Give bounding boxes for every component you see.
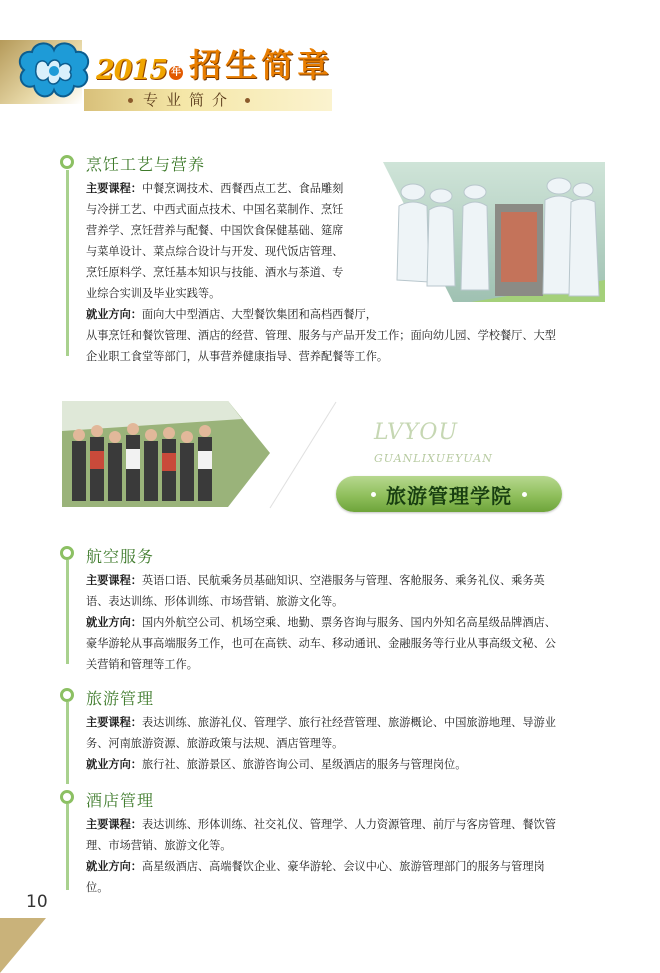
text-line: 高星级酒店、高端餐饮企业、豪华游轮、会议中心、旅游管理部门的服务与管理岗 [141, 860, 545, 873]
section-career-text [86, 304, 626, 367]
course-label: 主要课程： [86, 182, 142, 195]
section-career-text [86, 612, 631, 675]
section-title: 烹饪工艺与营养 [86, 155, 206, 174]
course-label: 主要课程： [86, 818, 142, 831]
section-course-text [86, 178, 384, 304]
title-year-suffix: 年 [171, 67, 182, 78]
cloud-logo-icon [14, 40, 94, 106]
subtitle [128, 89, 250, 111]
text-line: 企业职工食堂等部门，从事营养健康指导、营养配餐等工作。 [86, 350, 389, 363]
text-line: 英语口语、民航乘务员基础知识、空港服务与管理、客舱服务、乘务礼仪、乘务英 [141, 574, 545, 587]
section-title: 航空服务 [86, 547, 155, 566]
dot-icon [522, 492, 527, 497]
text-line: 豪华游轮从事高端服务工作，也可在高铁、动车、移动通讯、金融服务等行业从事高级文秘、公 [86, 637, 556, 650]
text-line: 语、表达训练、形体训练、市场营销、旅游文化等。 [86, 595, 344, 608]
dot-icon [128, 98, 133, 103]
section-ring-icon [60, 155, 74, 169]
subtitle-text: 专业简介 [143, 91, 236, 109]
section-course-text [86, 570, 631, 612]
title-year: 2015 [96, 55, 168, 86]
career-label: 就业方向： [86, 860, 142, 873]
title-main: 招生简章 [189, 46, 334, 84]
section-line [66, 170, 69, 356]
college-banner [336, 476, 562, 512]
page-corner-decoration [0, 918, 46, 973]
text-line: 旅行社、旅游景区、旅游咨询公司、星级酒店的服务与管理岗位。 [141, 758, 467, 771]
text-line: 与冷拼工艺、中西式面点技术、中国名菜制作、烹饪 [86, 203, 344, 216]
section-course-text [86, 814, 631, 856]
college-name-en: LVYOU [374, 420, 458, 445]
section-line [66, 702, 69, 784]
section-ring-icon [60, 546, 74, 560]
college-name: 旅游管理学院 [386, 483, 512, 508]
career-label: 就业方向： [86, 758, 142, 771]
text-line: 位。 [86, 881, 109, 894]
course-label: 主要课程： [86, 574, 142, 587]
text-line: 国内外航空公司、机场空乘、地勤、票务咨询与服务、国内外知名高星级品牌酒店、 [141, 616, 556, 629]
college-name-en-sub: GUANLIXUEYUAN [374, 452, 493, 465]
text-line: 务、河南旅游资源、旅游政策与法规、酒店管理等。 [86, 737, 344, 750]
page-number: 10 [26, 892, 48, 912]
text-line: 面向大中型酒店、大型餐饮集团和高档西餐厅， [141, 308, 377, 321]
dot-icon [371, 492, 376, 497]
section-line [66, 560, 69, 664]
text-line: 业综合实训及毕业实践等。 [86, 287, 221, 300]
text-line: 表达训练、旅游礼仪、管理学、旅行社经营管理、旅游概论、中国旅游地理、导游业 [141, 716, 556, 729]
career-label: 就业方向： [86, 616, 142, 629]
brochure-title [96, 42, 333, 86]
section-title: 旅游管理 [86, 689, 155, 708]
text-line: 从事烹饪和餐饮管理、酒店的经营、管理、服务与产品开发工作；面向幼儿园、学校餐厅、大型 [86, 329, 556, 342]
text-line: 理、市场营销、旅游文化等。 [86, 839, 232, 852]
section-line [66, 804, 69, 890]
text-line: 中餐烹调技术、西餐西点工艺、食品雕刻 [141, 182, 344, 195]
divider-slash [268, 400, 338, 510]
group-photo [62, 401, 270, 507]
section-title: 酒店管理 [86, 791, 155, 810]
section-ring-icon [60, 790, 74, 804]
section-ring-icon [60, 688, 74, 702]
text-line: 烹饪原料学、烹饪基本知识与技能、酒水与茶道、专 [86, 266, 344, 279]
chefs-photo [383, 162, 605, 302]
course-label: 主要课程： [86, 716, 142, 729]
text-line: 关营销和管理等工作。 [86, 658, 198, 671]
career-label: 就业方向： [86, 308, 142, 321]
dot-icon [245, 98, 250, 103]
text-line: 表达训练、形体训练、社交礼仪、管理学、人力资源管理、前厅与客房管理、餐饮管 [141, 818, 556, 831]
section-career-text [86, 754, 631, 775]
text-line: 与菜单设计、菜点综合设计与开发、现代饭店管理、 [86, 245, 344, 258]
text-line: 营养学、烹饪营养与配餐、中国饮食保健基础、筵席 [86, 224, 344, 237]
section-career-text [86, 856, 631, 898]
section-course-text [86, 712, 631, 754]
